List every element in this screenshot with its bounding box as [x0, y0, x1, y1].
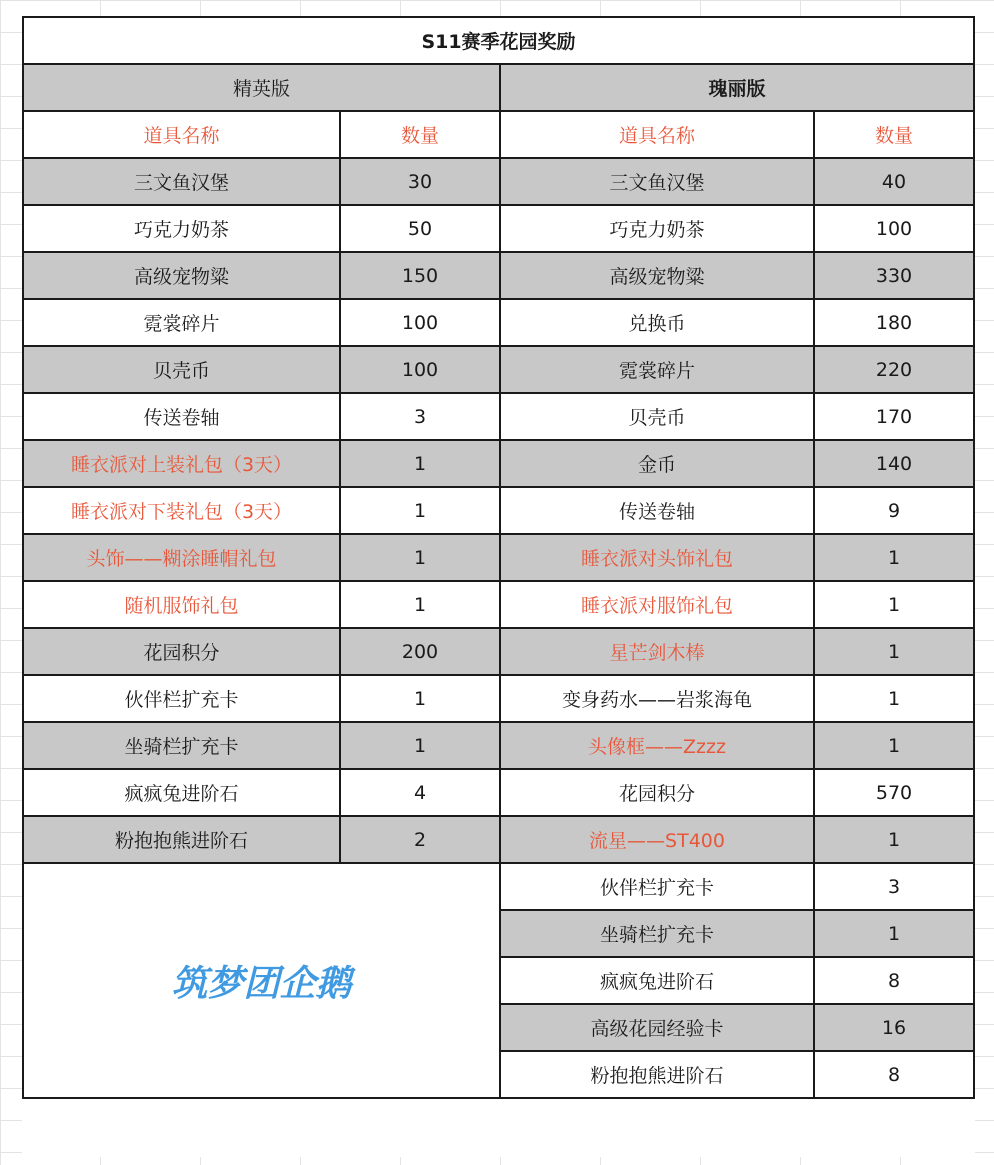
title-row — [23, 17, 974, 64]
item-name-left: 睡衣派对上装礼包（3天） — [23, 440, 340, 487]
empty-merged-cell — [23, 863, 500, 1098]
quantity-right: 1 — [814, 675, 974, 722]
table-row — [23, 346, 974, 393]
item-name-left: 高级宠物粱 — [23, 252, 340, 299]
quantity-left: 1 — [340, 534, 500, 581]
item-name-right: 花园积分 — [500, 769, 814, 816]
quantity-left: 50 — [340, 205, 500, 252]
item-name-left: 伙伴栏扩充卡 — [23, 675, 340, 722]
quantity-left: 100 — [340, 299, 500, 346]
quantity-right: 180 — [814, 299, 974, 346]
quantity-left: 1 — [340, 581, 500, 628]
column-header-row — [23, 111, 974, 158]
item-name-right: 巧克力奶茶 — [500, 205, 814, 252]
quantity-right: 1 — [814, 816, 974, 863]
table-row — [23, 722, 974, 769]
item-name-right: 睡衣派对服饰礼包 — [500, 581, 814, 628]
item-name-right: 三文鱼汉堡 — [500, 158, 814, 205]
table-row — [23, 393, 974, 440]
item-name-left: 巧克力奶茶 — [23, 205, 340, 252]
table-row — [23, 816, 974, 863]
table-row — [23, 440, 974, 487]
item-name-left: 花园积分 — [23, 628, 340, 675]
spreadsheet — [22, 16, 975, 1157]
table-row — [23, 252, 974, 299]
item-name-right: 霓裳碎片 — [500, 346, 814, 393]
item-name-left: 睡衣派对下装礼包（3天） — [23, 487, 340, 534]
table-row — [23, 581, 974, 628]
quantity-right: 1 — [814, 722, 974, 769]
reward-table — [22, 16, 975, 1099]
table-row — [23, 769, 974, 816]
item-name-right: 流星——ST400 — [500, 816, 814, 863]
item-name-left: 传送卷轴 — [23, 393, 340, 440]
item-name-left: 贝壳币 — [23, 346, 340, 393]
item-name-right: 粉抱抱熊进阶石 — [500, 1051, 814, 1098]
table-row — [23, 863, 974, 910]
quantity-right: 40 — [814, 158, 974, 205]
item-name-left: 霓裳碎片 — [23, 299, 340, 346]
item-name-right: 头像框——Zzzz — [500, 722, 814, 769]
table-title: S11赛季花园奖励 — [23, 17, 974, 64]
item-name-right: 变身药水——岩浆海龟 — [500, 675, 814, 722]
quantity-right: 8 — [814, 957, 974, 1004]
quantity-left: 4 — [340, 769, 500, 816]
quantity-left: 200 — [340, 628, 500, 675]
quantity-right: 8 — [814, 1051, 974, 1098]
quantity-right: 100 — [814, 205, 974, 252]
header-quantity-right: 数量 — [814, 111, 974, 158]
quantity-left: 30 — [340, 158, 500, 205]
quantity-right: 1 — [814, 581, 974, 628]
item-name-right: 传送卷轴 — [500, 487, 814, 534]
table-row — [23, 675, 974, 722]
header-item-name-left: 道具名称 — [23, 111, 340, 158]
item-name-left: 三文鱼汉堡 — [23, 158, 340, 205]
item-name-right: 星芒剑木棒 — [500, 628, 814, 675]
quantity-right: 3 — [814, 863, 974, 910]
quantity-left: 1 — [340, 440, 500, 487]
quantity-left: 3 — [340, 393, 500, 440]
table-row — [23, 158, 974, 205]
edition-gorgeous: 瑰丽版 — [500, 64, 974, 111]
quantity-left: 2 — [340, 816, 500, 863]
item-name-right: 金币 — [500, 440, 814, 487]
edition-elite: 精英版 — [23, 64, 500, 111]
table-row — [23, 534, 974, 581]
item-name-left: 坐骑栏扩充卡 — [23, 722, 340, 769]
quantity-right: 570 — [814, 769, 974, 816]
item-name-right: 伙伴栏扩充卡 — [500, 863, 814, 910]
quantity-right: 140 — [814, 440, 974, 487]
item-name-right: 贝壳币 — [500, 393, 814, 440]
item-name-right: 高级宠物粱 — [500, 252, 814, 299]
quantity-right: 170 — [814, 393, 974, 440]
quantity-left: 1 — [340, 722, 500, 769]
table-row — [23, 487, 974, 534]
table-row — [23, 628, 974, 675]
item-name-right: 睡衣派对头饰礼包 — [500, 534, 814, 581]
watermark-text: 筑梦团企鹅 — [171, 963, 352, 1004]
item-name-left: 头饰——糊涂睡帽礼包 — [23, 534, 340, 581]
quantity-right: 9 — [814, 487, 974, 534]
item-name-right: 兑换币 — [500, 299, 814, 346]
quantity-left: 1 — [340, 487, 500, 534]
quantity-left: 100 — [340, 346, 500, 393]
item-name-right: 疯疯兔进阶石 — [500, 957, 814, 1004]
quantity-right: 1 — [814, 628, 974, 675]
item-name-right: 坐骑栏扩充卡 — [500, 910, 814, 957]
table-row — [23, 299, 974, 346]
quantity-left: 1 — [340, 675, 500, 722]
quantity-left: 150 — [340, 252, 500, 299]
header-item-name-right: 道具名称 — [500, 111, 814, 158]
quantity-right: 330 — [814, 252, 974, 299]
header-quantity-left: 数量 — [340, 111, 500, 158]
quantity-right: 16 — [814, 1004, 974, 1051]
item-name-right: 高级花园经验卡 — [500, 1004, 814, 1051]
item-name-left: 随机服饰礼包 — [23, 581, 340, 628]
quantity-right: 1 — [814, 534, 974, 581]
quantity-right: 1 — [814, 910, 974, 957]
item-name-left: 疯疯兔进阶石 — [23, 769, 340, 816]
edition-row — [23, 64, 974, 111]
table-row — [23, 205, 974, 252]
item-name-left: 粉抱抱熊进阶石 — [23, 816, 340, 863]
quantity-right: 220 — [814, 346, 974, 393]
